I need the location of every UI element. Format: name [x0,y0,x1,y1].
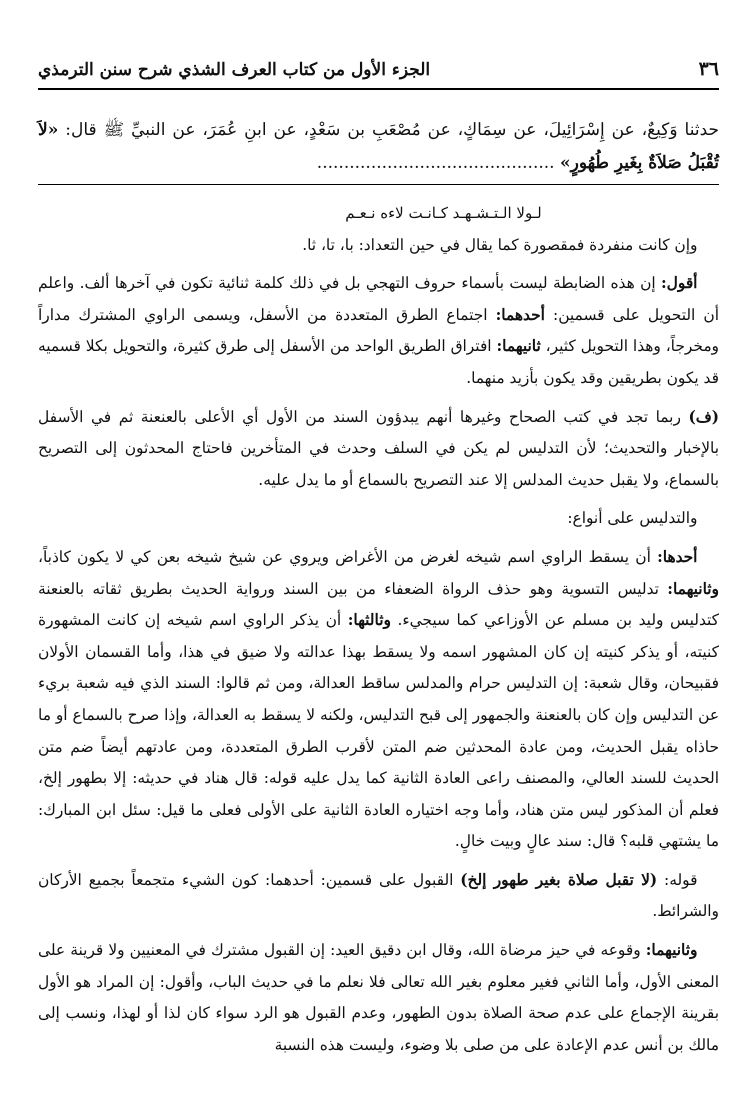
hadith-qala: قال: [65,120,97,140]
paragraph: والتدليس على أنواع: [567,509,698,528]
text-run: إن هذه الضابطة ليست بأسماء حروف التهجي بل في ذلك كلمة ثنائية تكون في آخرها ألف. واعلم أن التحويل على قسمين: [38,274,720,324]
keyword: وثانيهما: [645,941,698,960]
paragraph [38,268,719,394]
keyword: أقول: [661,274,698,293]
text-run: وقوعه في حيز مرضاة الله، وقال ابن دقيق العيد: إن القبول مشترك في المعنيين ولا قرينة على المعنى الأول، وأما الثاني فغير معلوم بغير الله تعالى فلا نعلم ما في حديث الباب، وأقول: إن المراد هو الأول بقرينة الإجماع على عدم صحة الصلاة بدون الطهور، وعدم القبول هو الرد سواء كان لذا أو لهذا، ونسب إلى مالك بن أنس عدم الإعادة على من صلى بلا وضوء، وليست هذه النسبة [38,941,719,1054]
hadith-dots: ............................................ [316,153,555,173]
paragraph [38,402,719,497]
text-run: أن يذكر الراوي اسم شيخه إن كانت المشهورة كنيته، أو يذكر كنيته إن كان المشهور اسمه ولا يسقط بهذا عدالته ولا ضيق في هذا، وأما القسمان الأولان فقبيحان، وقال شعبة: إن التدليس حرام والمدلس ساقط العدالة، ومن ثم قالوا: السند الذي فيه شعبة بريء عن التدليس وإن كان بالعنعنة والجمهور إلى قبح التدليس، ولكنه لا يسقط به العدالة، وإذا صرح بالسماع أو ما حاذاه يقبل الحديث، ومن عادة المحدثين ضم المتن لأقرب الطرق المتعددة، ومن عادتهم أيضاً ضم متن الحديث للسند العالي، والمصنف راعى العادة الثانية كما يدل عليه قوله: قال هناد في حديثه: إلا بطهور إلخ، فعلم أن المذكور ليس متن هناد، وأما وجه اختياره العادة الثانية على الأولى فعلى ما قيل: سئل ابن المبارك: ما يشتهي قلبه؟ قال: سند عالٍ وبيت خالٍ. [38,611,719,851]
paragraph: وإن كانت منفردة فمقصورة كما يقال في حين التعداد: با، تا، ثا. [302,235,698,254]
keyword: (ف) [688,407,719,426]
paragraph [38,935,719,1061]
text-run: قوله: [657,870,698,889]
keyword: أحدهما: [495,305,545,324]
commentary-body [38,198,719,1061]
keyword: وثالثها: [347,611,391,630]
page-number: ٣٦ [698,58,719,80]
keyword: وثانيهما: [667,579,719,598]
text-run: ربما تجد في كتب الصحاح وغيرها أنهم يبدؤون السند من الأول أي الأعلى بالعنعنة ثم في الأسفل بالإخبار والتحديث؛ لأن التدليس لم يكن في السلف وحدث في المتأخرين فاحتاج المحدثون إلى التصريح بالسماع، ولا يقبل حديث المدلس إلا عند التصريح بالسماع أو ما يدل عليه. [38,407,719,489]
keyword: (لا تقبل صلاة بغير طهور إلخ) [460,870,658,889]
text-run: أن يسقط الراوي اسم شيخه لغرض من الأغراض ويروي عن شيخ شيخه بعن كي لا يكون كاذباً، [38,547,658,566]
keyword: ثانيهما: [496,337,541,356]
keyword: أحدها: [657,547,698,566]
hadith-chain: حدثنا وَكِيعٌ، عن إِسْرَائِيلَ، عن سِمَاكٍ، عن مُصْعَبِ بن سَعْدٍ، عن ابنِ عُمَرَ، عن النبيِّ ﷺ [103,120,720,140]
paragraph [38,865,719,928]
text-run: افتراق الطريق الواحد من الأسفل إلى طرق كثيرة، والتحويل بكلا قسميه قد يكون بطريقين وقد يكون بأزيد منهما. [38,337,719,387]
text-run: القبول على قسمين: أحدهما: كون الشيء متجمعاً بجميع الأركان والشرائط. [38,870,719,921]
hadith-text [38,114,719,185]
text-run: تدليس التسوية وهو حذف الرواة الضعفاء من بين السند ورواية الحديث بطريق ثقاته بالعنعنة كتدليس وليد بن مسلم عن الأوزاعي كما سيجيء. [38,579,719,630]
hadith-matn: «لاَ تُقْبَلُ صَلاَةٌ بِغَيرِ طُهُورٍ» [38,120,719,173]
text-run: اجتماع الطرق المتعددة من الأسفل، ويسمى الراوي المشترك مداراً ومخرجاً، وهذا التحويل كثير، [38,305,719,356]
page-header [38,58,719,90]
paragraph [38,542,719,858]
running-title: الجزء الأول من كتاب العرف الشذي شرح سنن الترمذي [38,60,431,80]
poem-verse: لـولا الـتـشـهـد كـانـت لاءه نـعـم [345,204,542,222]
